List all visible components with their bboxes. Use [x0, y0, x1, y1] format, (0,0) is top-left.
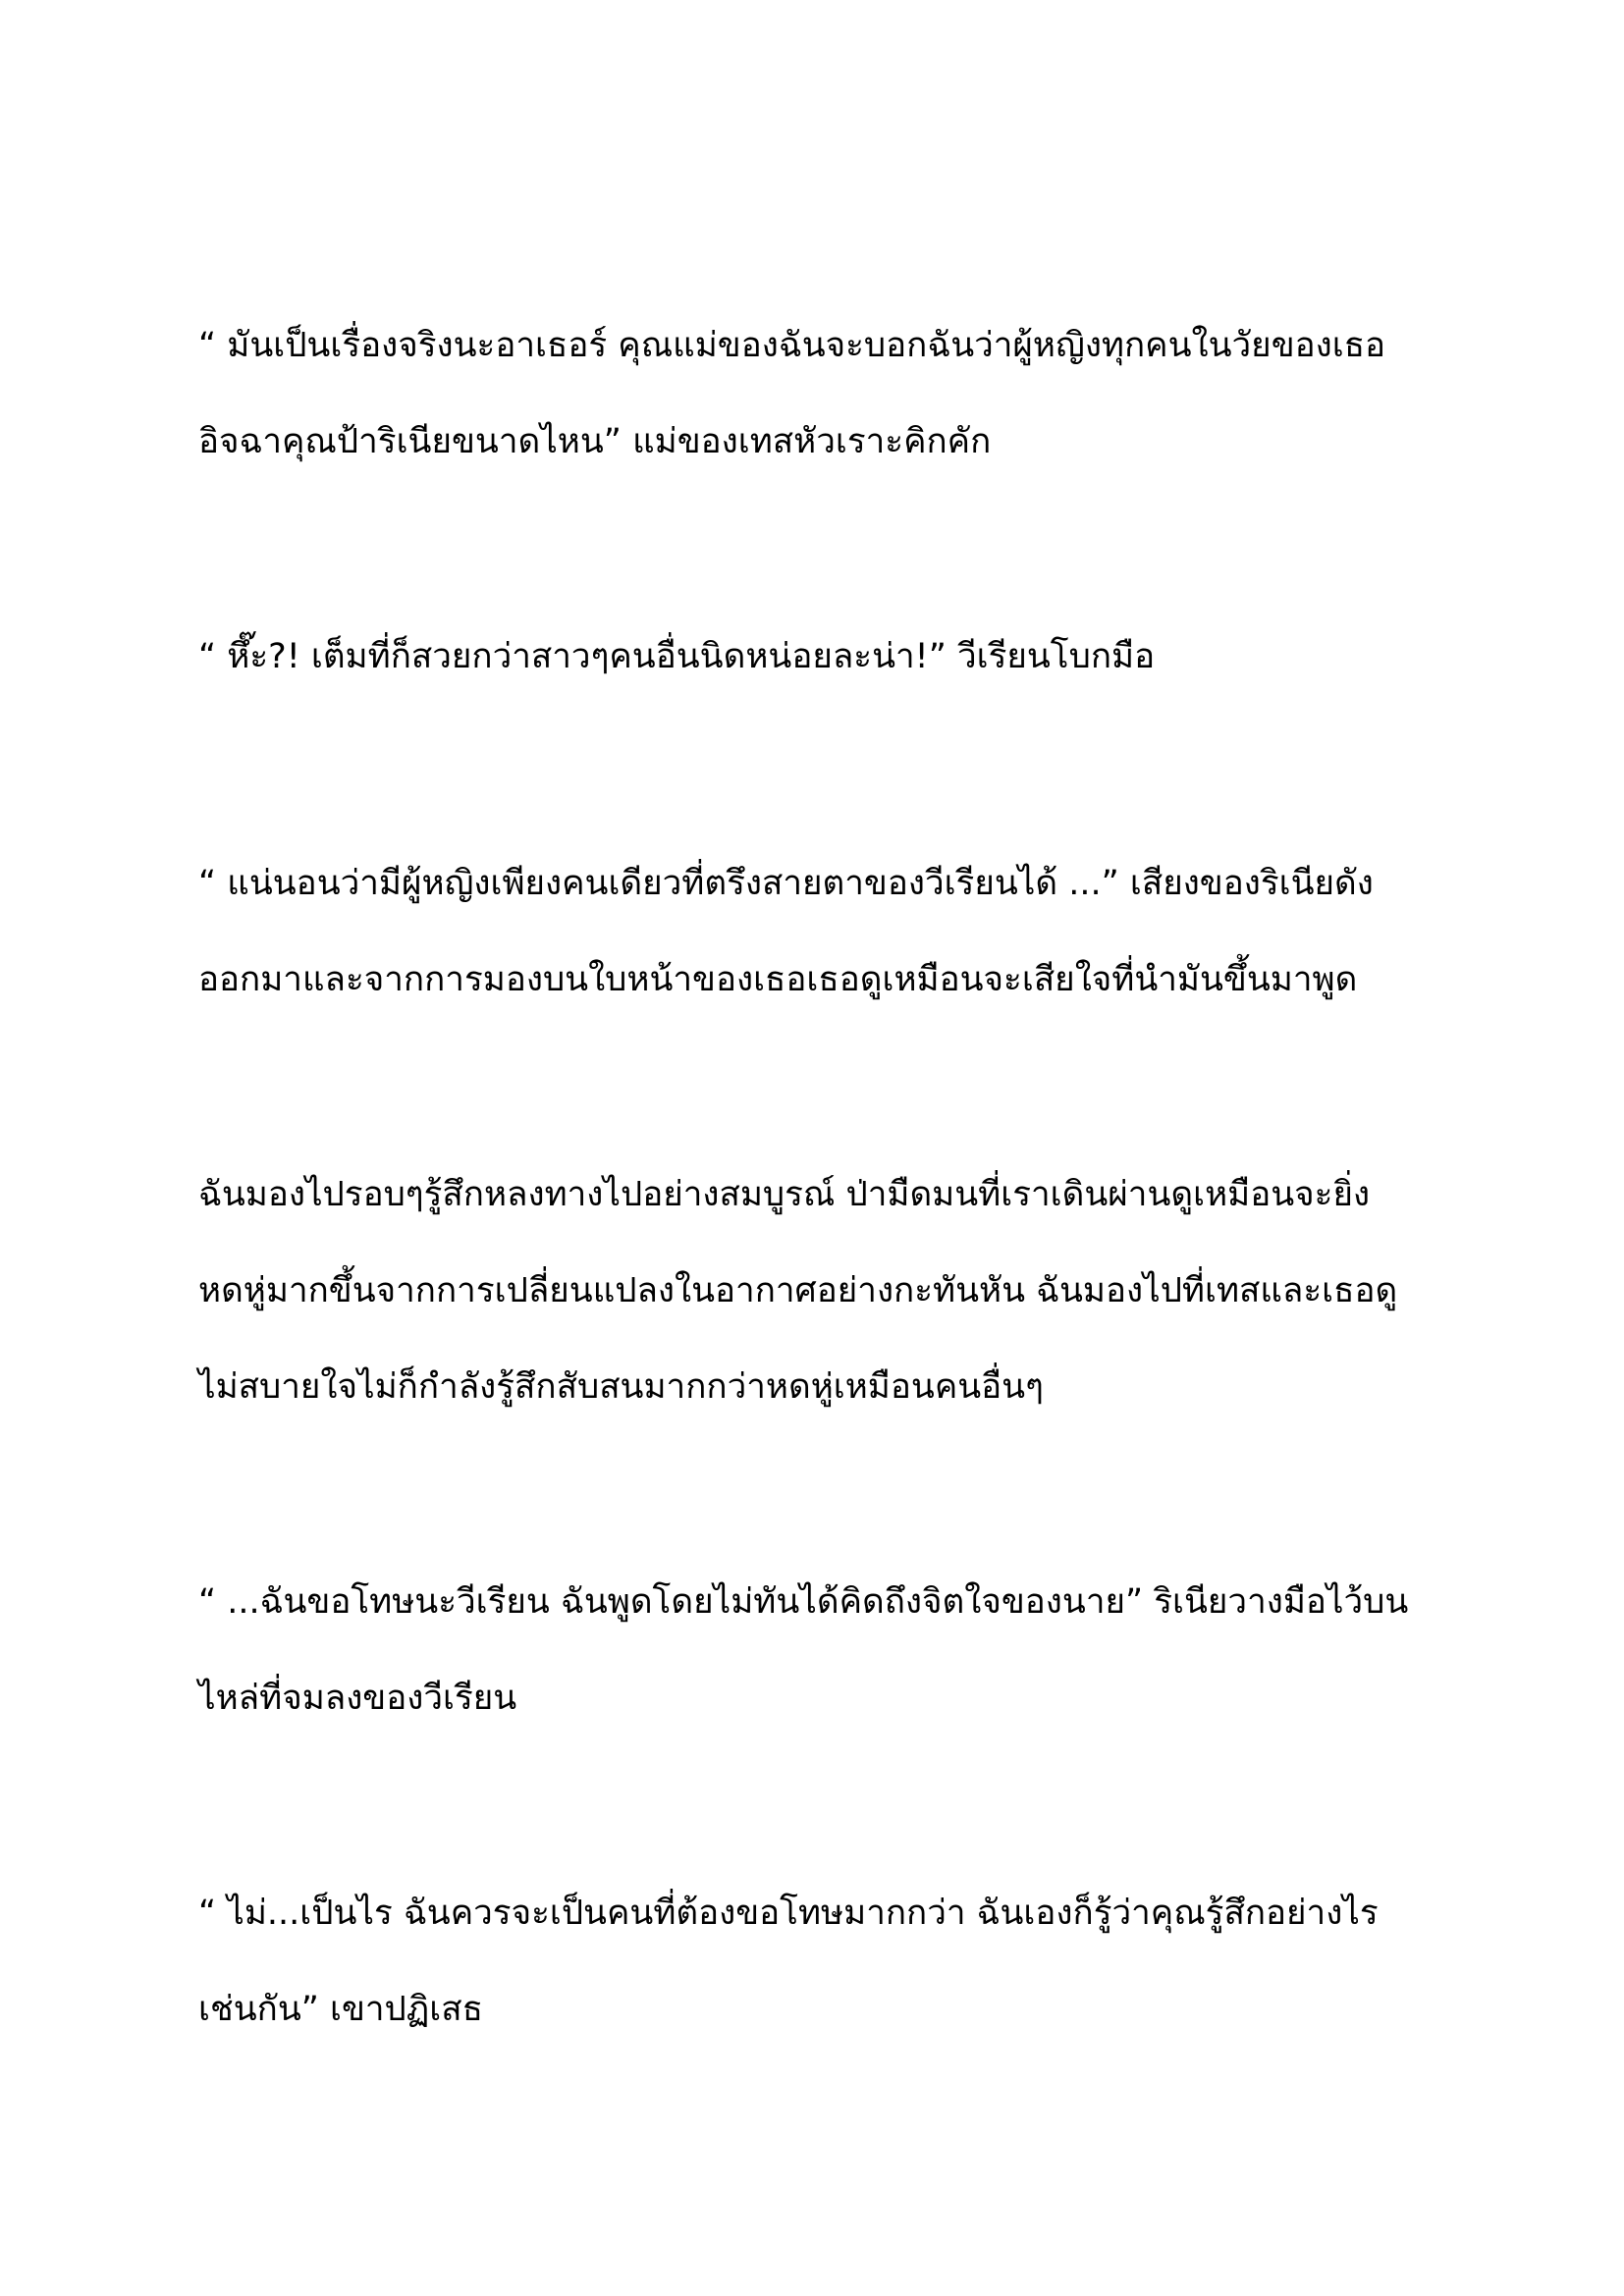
- paragraph-3: [198, 835, 1435, 1028]
- paragraph-line: “ ไม่...เป็นไร ฉันควรจะเป็นคนที่ต้องขอโทษมากกว่า ฉันเองก็รู้ว่าคุณรู้สึกอย่างไร: [198, 1894, 1379, 1933]
- paragraph-line: ฉันมองไปรอบๆรู้สึกหลงทางไปอย่างสมบูรณ์ ป่ามืดมนที่เราเดินผ่านดูเหมือนจะยิ่ง: [198, 1175, 1371, 1214]
- paragraph-line: “ แน่นอนว่ามีผู้หญิงเพียงคนเดียวที่ตรึงสายตาของวีเรียนได้ ...” เสียงของริเนียดัง: [198, 864, 1374, 903]
- paragraph-line: หดหู่มากขึ้นจากการเปลี่ยนแปลงในอากาศอย่างกะทันหัน ฉันมองไปที่เทสและเธอดู: [198, 1271, 1398, 1310]
- paragraph-line: “ หึ๊ะ?! เต็มที่ก็สวยกว่าสาวๆคนอื่นนิดหน่อยละน่า!” วีเรียนโบกมือ: [198, 637, 1156, 676]
- paragraph-line: อิจฉาคุณป้าริเนียขนาดไหน” แม่ของเทสหัวเราะคิกคัก: [198, 422, 992, 461]
- paragraph-4: [198, 1147, 1435, 1435]
- paragraph-6: [198, 1865, 1435, 2057]
- paragraph-2: [198, 609, 1435, 705]
- paragraph-1: [198, 297, 1435, 490]
- paragraph-line: ไม่สบายใจไม่ก็กำลังรู้สึกสับสนมากกว่าหดหู่เหมือนคนอื่นๆ: [198, 1367, 1044, 1407]
- paragraph-line: “ มันเป็นเรื่องจริงนะอาเธอร์ คุณแม่ของฉันจะบอกฉันว่าผู้หญิงทุกคนในวัยของเธอ: [198, 326, 1386, 365]
- paragraph-line: “ ...ฉันขอโทษนะวีเรียน ฉันพูดโดยไม่ทันได้คิดถึงจิตใจของนาย” ริเนียวางมือไว้บน: [198, 1582, 1409, 1622]
- paragraph-line: ออกมาและจากการมองบนใบหน้าของเธอเธอดูเหมือนจะเสียใจที่นำมันขึ้นมาพูด: [198, 960, 1358, 999]
- paragraph-line: ไหล่ที่จมลงของวีเรียน: [198, 1679, 517, 1718]
- paragraph-5: [198, 1554, 1435, 1746]
- paragraph-line: เช่นกัน” เขาปฏิเสธ: [198, 1990, 483, 2029]
